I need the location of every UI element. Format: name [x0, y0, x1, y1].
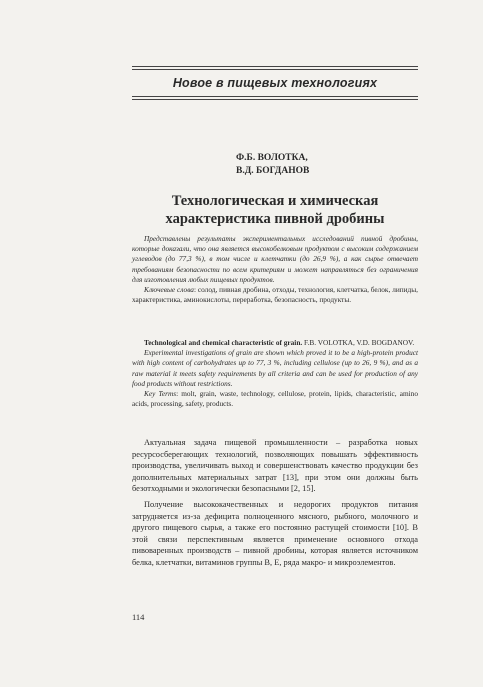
banner-rule-top-inner: [132, 69, 418, 70]
keywords-ru-label: Ключевые слова: [144, 285, 194, 295]
abstract-en-title: Technological and chemical characteristic of grain.: [144, 338, 303, 347]
article-title-line-2: характеристика пивной дробины: [165, 211, 385, 227]
body-paragraph-1: Актуальная задача пищевой промышленности – разработка новых ресурсосберегающих технологий, позволяющих повышать эффективность производства, увеличивать выход и совершенствовать качество продукции без дополнительных материальных затрат [13], при этом они должны быть безотходными и экологически безопасными [2, 15].: [132, 438, 418, 494]
article-title-line-1: Технологическая и химическая: [171, 193, 379, 209]
abstract-ru: [132, 234, 418, 305]
keywords-en-list: : molt, grain, waste, technology, cellulose, protein, lipids, characteristic, amino acids, processing, safety, products.: [132, 389, 418, 409]
abstract-en-text: Experimental investigations of grain are shown which proved it to be a high-protein product with high content of carbohydrates up to 77, 3 %, including cellulose (up to 26, 9 %), and as a raw material it meets safety requirements by all criteria and can be used for production of any food products without restrictions.: [132, 348, 418, 388]
section-title: Новое в пищевых технологиях: [172, 76, 378, 90]
banner-rule-bottom-inner: [132, 96, 418, 97]
keywords-en: [132, 389, 418, 409]
keywords-ru-list: : солод, пивная дробина, отходы, технология, клетчатка, белок, липиды, характеристика, аминокислоты, переработка, безопасность, продукты.: [132, 285, 418, 305]
section-banner: [132, 66, 418, 100]
author-1: Ф.Б. ВОЛОТКА,: [236, 153, 308, 163]
authors: [236, 152, 376, 178]
banner-rule-top: [132, 66, 418, 67]
abstract-en-heading: [132, 338, 418, 348]
banner-rule-bottom: [132, 99, 418, 100]
page-number: 114: [132, 612, 145, 622]
abstract-ru-text: Представлены результаты экспериментальных исследований пивной дробины, которые доказали, что она является высокобелковым продуктом с высоким содержанием углеводов (до 77,3 %), в том числе и клетчатки (до 26,9 %), а как сырье отвечает требованиям безопасности по всем критериям и может направляться без ограничения для изготовления любых пищевых продуктов.: [132, 234, 418, 284]
abstract-en-authors: F.B. VOLOTKA, V.D. BOGDANOV.: [302, 338, 415, 347]
keywords-ru: [132, 285, 418, 305]
article-title: [132, 192, 418, 228]
body-paragraph-2: Получение высококачественных и недорогих продуктов питания затрудняется из-за дефицита полноценного мясного, рыбного, молочного и другого пищевого сырья, а также его постоянно растущей стоимости [10]. В этой связи перспективным является применение основного отхода пивоваренных производств – пивной дробины, которая является источником белка, клетчатки, витаминов группы B, E, ряда макро- и микроэлементов.: [132, 499, 418, 567]
author-2: В.Д. БОГДАНОВ: [236, 166, 310, 176]
abstract-en: [132, 338, 418, 409]
body-text: [132, 437, 418, 573]
keywords-en-label: Key Terms: [144, 389, 177, 399]
